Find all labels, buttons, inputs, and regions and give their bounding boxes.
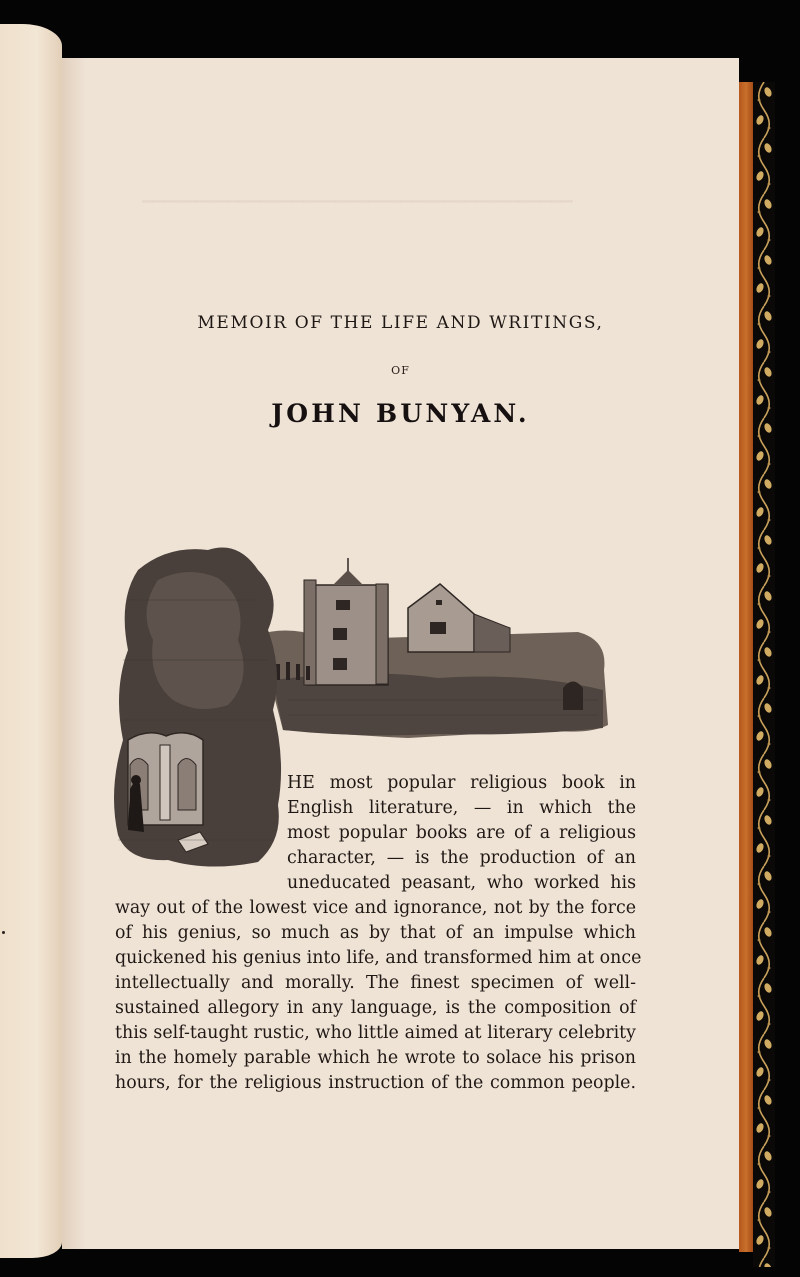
left-page-edge <box>0 24 62 1258</box>
text-line: of his genius, so much as by that of an impulse which <box>115 923 636 943</box>
bleed-through-text: ▁▁▁▁▁▁▁▁▁▁▁▁▁▁▁▁▁▁▁▁▁▁▁▁▁▁▁▁▁▁▁▁▁▁▁▁▁▁▁▁ <box>142 187 573 203</box>
memoir-heading: MEMOIR OF THE LIFE AND WRITINGS, <box>197 313 604 333</box>
text-line: uneducated peasant, who worked his <box>287 873 636 893</box>
memoir-subject-name: JOHN BUNYAN. <box>271 399 530 428</box>
memoir-heading-of: OF <box>391 364 410 377</box>
text-line: in the homely parable which he wrote to solace his prison <box>115 1048 636 1068</box>
text-line: most popular books are of a religious <box>287 823 636 843</box>
opening-paragraph-indented <box>287 771 636 896</box>
text-line: quickened his genius into life, and transformed him at once <box>115 948 642 968</box>
tooled-spine-border <box>753 82 775 1267</box>
opening-paragraph-full <box>115 896 642 1096</box>
text-line: character, — is the production of an <box>287 848 636 868</box>
text-line: hours, for the religious instruction of the common people. <box>115 1073 636 1093</box>
text-line: HE most popular religious book in <box>287 773 636 793</box>
text-line: this self-taught rustic, who little aimed at literary celebrity <box>115 1023 636 1043</box>
text-line: intellectually and morally. The finest specimen of well- <box>115 973 636 993</box>
gilt-vine-icon <box>753 82 775 1267</box>
text-line: sustained allegory in any language, is the composition of <box>115 998 636 1018</box>
ink-speck <box>2 931 5 934</box>
gilded-fore-edge <box>739 82 753 1252</box>
text-line: way out of the lowest vice and ignorance, not by the force <box>115 898 636 918</box>
text-line: English literature, — in which the <box>287 798 636 818</box>
